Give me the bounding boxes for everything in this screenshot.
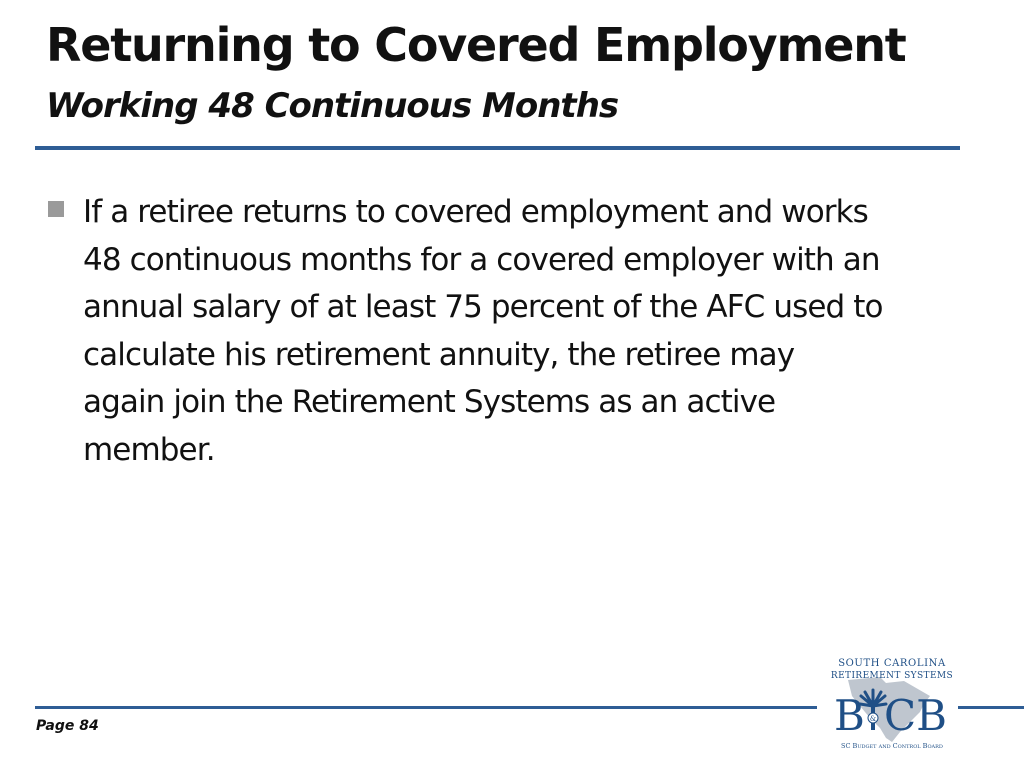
- logo-ampersand: &: [869, 715, 877, 723]
- retirement-systems-logo: [820, 650, 965, 760]
- logo-tagline: SC Budget and Control Board: [841, 742, 943, 750]
- logo-line-2: RETIREMENT SYSTEMS: [830, 671, 954, 681]
- footer-divider-left: [35, 706, 817, 709]
- bullet-line: calculate his retirement annuity, the retiree may: [83, 336, 795, 373]
- slide-title: Returning to Covered Employment: [46, 18, 906, 72]
- bullet-text: [83, 189, 983, 474]
- header-divider: [35, 146, 960, 150]
- bullet-line: 48 continuous months for a covered employer with an: [83, 241, 880, 278]
- bullet-line: annual salary of at least 75 percent of the AFC used to: [83, 289, 883, 325]
- logo-letters-cb: CB: [884, 691, 947, 740]
- bullet-line: again join the Retirement Systems as an active: [83, 384, 776, 420]
- footer-divider-right: [958, 706, 1024, 709]
- bullet-marker-icon: [48, 201, 64, 217]
- bullet-line: If a retiree returns to covered employment and works: [83, 194, 868, 230]
- logo-line-1: SOUTH CAROLINA: [838, 658, 946, 669]
- logo-letter-b: B: [834, 691, 865, 740]
- slide-subtitle: Working 48 Continuous Months: [46, 86, 619, 126]
- page-number: Page 84: [36, 718, 99, 734]
- bullet-line: member.: [83, 431, 215, 468]
